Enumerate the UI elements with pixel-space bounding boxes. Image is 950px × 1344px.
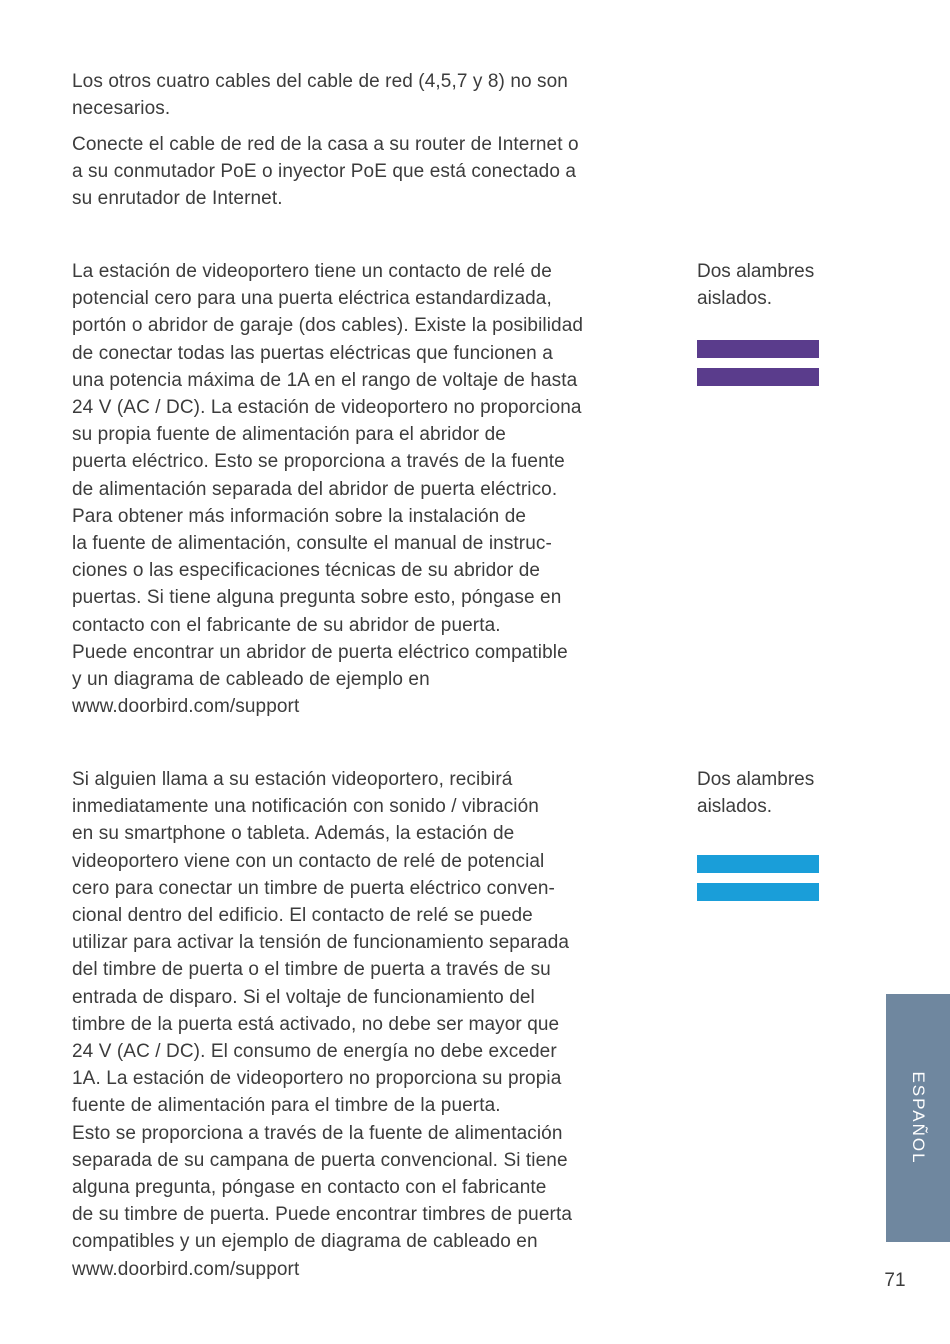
page-number: 71	[884, 1270, 906, 1291]
paragraph-network-unused-wires: Los otros cuatro cables del cable de red (4,5,7 y 8) no son necesarios.	[72, 71, 568, 120]
door-opener-wire-2	[697, 368, 819, 386]
language-tab-label: ESPAÑOL	[909, 1071, 928, 1165]
doorbell-wires-label: Dos alambres aislados.	[697, 769, 815, 817]
doorbell-wire-1	[697, 855, 819, 873]
paragraph-door-opener-relay: La estación de videoportero tiene un contacto de relé de potencial cero para una puerta eléctrica estandardizada, portón o abridor de garaje (dos cables). Existe la posibilidad de conectar todas las puertas eléctricas que funcionen a una potencia máxima de 1A en el rango de voltaje de hasta 24 V (AC / DC). La estación de videoportero no proporciona su propia fuente de alimentación para el abridor de puerta eléctrico. Esto se proporciona a través de la fuente de alimentación separada del abridor de puerta eléctrico. Para obtener más información sobre la instalación de la fuente de alimentación, consulte el manual de instruc- ciones o las especificaciones técnicas de su abridor de puertas. Si tiene alguna pregunta sobre esto, póngase en contacto con el fabricante de su abridor de puerta. Puede encontrar un abridor de puerta eléctrico compatible y un diagrama de cableado de ejemplo en www.doorbird.com/support	[72, 261, 584, 718]
language-tab	[886, 994, 950, 1242]
door-opener-wire-1	[697, 340, 819, 358]
paragraph-network-connection: Conecte el cable de red de la casa a su router de Internet o a su conmutador PoE o inyector PoE que está conectado a su enrutador de Internet.	[72, 134, 579, 210]
paragraph-doorbell-relay: Si alguien llama a su estación videoportero, recibirá inmediatamente una notificación con sonido / vibración en su smartphone o tableta. Además, la estación de videoportero viene con un contacto de relé de potencial cero para conectar un timbre de puerta eléctrico conven- cional dentro del edificio. El contacto de relé se puede utilizar para activar la tensión de funcionamiento separada del timbre de puerta o el timbre de puerta a través de su entrada de disparo. Si el voltaje de funcionamiento del timbre de la puerta está activado, no debe ser mayor que 24 V (AC / DC). El consumo de energía no debe exceder 1A. La estación de videoportero no proporciona su propia fuente de alimentación para el timbre de la puerta. Esto se proporciona a través de la fuente de alimentación separada de su campana de puerta convencional. Si tiene alguna pregunta, póngase en contacto con el fabricante de su timbre de puerta. Puede encontrar timbres de puerta compatibles y un ejemplo de diagrama de cableado en www.doorbird.com/support	[72, 769, 572, 1280]
door-opener-wires-label: Dos alambres aislados.	[697, 261, 815, 309]
doorbell-wire-2	[697, 883, 819, 901]
